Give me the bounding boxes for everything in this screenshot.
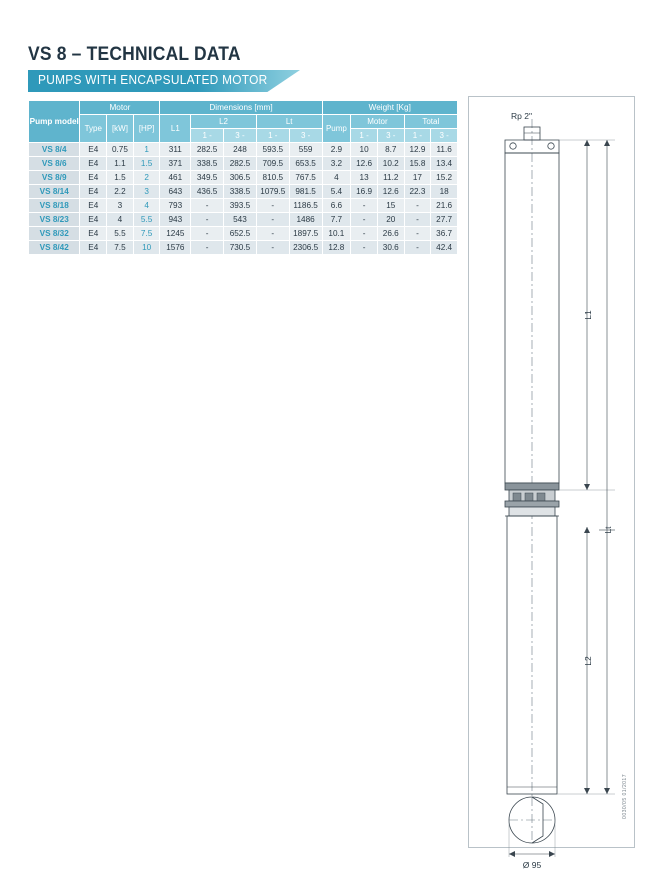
column-header-kw: [kW] xyxy=(107,115,134,143)
cell-lt-3: 1897.5 xyxy=(289,227,322,241)
cell-pump: 10.1 xyxy=(322,227,351,241)
drawing-code: 0030/05 01/2017 xyxy=(622,774,628,819)
cell-type: E4 xyxy=(80,227,107,241)
cell-lt-1: 593.5 xyxy=(256,143,289,157)
cell-lt-1: - xyxy=(256,199,289,213)
column-header-l2-phase3: 3 - xyxy=(224,129,257,143)
cell-lt-1: 1079.5 xyxy=(256,185,289,199)
cell-lt-1: 709.5 xyxy=(256,157,289,171)
column-header-lt-phase3: 3 - xyxy=(289,129,322,143)
cell-l1: 311 xyxy=(160,143,191,157)
cell-lt-3: 653.5 xyxy=(289,157,322,171)
cell-total-3: 36.7 xyxy=(431,227,458,241)
cell-pump: 3.2 xyxy=(322,157,351,171)
cell-model: VS 8/23 xyxy=(29,213,80,227)
cell-type: E4 xyxy=(80,171,107,185)
column-group-l2: L2 xyxy=(191,115,257,129)
cell-lt-1: - xyxy=(256,213,289,227)
table-row xyxy=(29,213,458,227)
column-group-dimensions: Dimensions [mm] xyxy=(160,101,322,115)
cell-l2-3: 248 xyxy=(224,143,257,157)
cell-kw: 2.2 xyxy=(107,185,134,199)
cell-l2-3: 338.5 xyxy=(224,185,257,199)
cell-l1: 371 xyxy=(160,157,191,171)
cell-pump: 7.7 xyxy=(322,213,351,227)
cell-lt-1: - xyxy=(256,227,289,241)
cell-hp: 2 xyxy=(133,171,160,185)
cell-l1: 643 xyxy=(160,185,191,199)
cell-pump: 5.4 xyxy=(322,185,351,199)
cell-motor-1: - xyxy=(351,199,378,213)
column-header-motor-phase3: 3 - xyxy=(377,129,404,143)
cell-total-3: 18 xyxy=(431,185,458,199)
column-header-l2-phase1: 1 - xyxy=(191,129,224,143)
cell-l2-1: - xyxy=(191,241,224,255)
cell-total-1: 17 xyxy=(404,171,431,185)
cell-type: E4 xyxy=(80,185,107,199)
cell-motor-1: 10 xyxy=(351,143,378,157)
cell-pump: 12.8 xyxy=(322,241,351,255)
cell-model: VS 8/6 xyxy=(29,157,80,171)
cell-l2-1: 282.5 xyxy=(191,143,224,157)
cell-type: E4 xyxy=(80,213,107,227)
label-dim-l1: L1 xyxy=(583,310,593,320)
cell-l1: 793 xyxy=(160,199,191,213)
cell-hp: 5.5 xyxy=(133,213,160,227)
cell-type: E4 xyxy=(80,241,107,255)
cell-model: VS 8/32 xyxy=(29,227,80,241)
cell-l1: 1245 xyxy=(160,227,191,241)
column-header-motor-phase1: 1 - xyxy=(351,129,378,143)
cell-total-3: 15.2 xyxy=(431,171,458,185)
column-header-hp: [HP] xyxy=(133,115,160,143)
cell-hp: 3 xyxy=(133,185,160,199)
cell-motor-3: 26.6 xyxy=(377,227,404,241)
cell-hp: 7.5 xyxy=(133,227,160,241)
cell-hp: 1.5 xyxy=(133,157,160,171)
label-dim-lt: Lt xyxy=(603,526,613,534)
label-diameter: Ø 95 xyxy=(522,860,542,870)
cell-l2-1: - xyxy=(191,199,224,213)
cell-total-1: - xyxy=(404,199,431,213)
page-title: VS 8 – TECHNICAL DATA xyxy=(28,44,241,65)
cell-motor-3: 12.6 xyxy=(377,185,404,199)
cell-motor-1: 13 xyxy=(351,171,378,185)
column-group-total-weight: Total xyxy=(404,115,457,129)
cell-motor-1: - xyxy=(351,241,378,255)
table-row xyxy=(29,227,458,241)
cell-total-3: 13.4 xyxy=(431,157,458,171)
cell-l1: 1576 xyxy=(160,241,191,255)
cell-l2-3: 730.5 xyxy=(224,241,257,255)
cell-lt-3: 767.5 xyxy=(289,171,322,185)
cell-motor-1: - xyxy=(351,227,378,241)
cell-lt-1: - xyxy=(256,241,289,255)
cell-motor-1: - xyxy=(351,213,378,227)
cell-lt-3: 1186.5 xyxy=(289,199,322,213)
cell-lt-3: 1486 xyxy=(289,213,322,227)
cell-kw: 1.1 xyxy=(107,157,134,171)
cell-kw: 1.5 xyxy=(107,171,134,185)
cell-l2-3: 543 xyxy=(224,213,257,227)
cell-l2-1: - xyxy=(191,227,224,241)
label-dim-l2: L2 xyxy=(583,656,593,666)
cell-motor-3: 10.2 xyxy=(377,157,404,171)
cell-total-1: - xyxy=(404,227,431,241)
cell-l1: 943 xyxy=(160,213,191,227)
cell-total-3: 21.6 xyxy=(431,199,458,213)
cell-lt-3: 981.5 xyxy=(289,185,322,199)
cell-l2-1: 338.5 xyxy=(191,157,224,171)
cell-l1: 461 xyxy=(160,171,191,185)
technical-data-table-wrapper xyxy=(28,100,458,255)
cell-total-3: 11.6 xyxy=(431,143,458,157)
table-head xyxy=(29,101,458,143)
cell-total-3: 27.7 xyxy=(431,213,458,227)
column-group-lt: Lt xyxy=(256,115,322,129)
cell-motor-3: 20 xyxy=(377,213,404,227)
cell-l2-3: 282.5 xyxy=(224,157,257,171)
cell-l2-1: 436.5 xyxy=(191,185,224,199)
head-bolt-left xyxy=(510,143,516,149)
cell-total-1: - xyxy=(404,213,431,227)
cell-total-1: 22.3 xyxy=(404,185,431,199)
column-header-pump-model: Pump model xyxy=(29,101,80,143)
cell-model: VS 8/4 xyxy=(29,143,80,157)
table-head-row-groups xyxy=(29,101,458,115)
column-header-total-phase3: 3 - xyxy=(431,129,458,143)
cell-lt-1: 810.5 xyxy=(256,171,289,185)
table-row xyxy=(29,171,458,185)
cell-hp: 10 xyxy=(133,241,160,255)
cell-kw: 5.5 xyxy=(107,227,134,241)
cell-motor-3: 8.7 xyxy=(377,143,404,157)
cell-model: VS 8/9 xyxy=(29,171,80,185)
cell-l2-1: 349.5 xyxy=(191,171,224,185)
cell-motor-1: 16.9 xyxy=(351,185,378,199)
head-bolt-right xyxy=(548,143,554,149)
cell-total-1: - xyxy=(404,241,431,255)
cell-motor-3: 11.2 xyxy=(377,171,404,185)
cell-pump: 6.6 xyxy=(322,199,351,213)
table-row xyxy=(29,157,458,171)
pump-dimension-drawing xyxy=(469,97,634,870)
cell-l2-1: - xyxy=(191,213,224,227)
cell-kw: 7.5 xyxy=(107,241,134,255)
cell-l2-3: 393.5 xyxy=(224,199,257,213)
cell-kw: 0.75 xyxy=(107,143,134,157)
cell-total-1: 12.9 xyxy=(404,143,431,157)
cell-total-3: 42.4 xyxy=(431,241,458,255)
column-group-motor-weight: Motor xyxy=(351,115,404,129)
cell-model: VS 8/14 xyxy=(29,185,80,199)
cell-l2-3: 306.5 xyxy=(224,171,257,185)
column-header-total-phase1: 1 - xyxy=(404,129,431,143)
cell-motor-3: 30.6 xyxy=(377,241,404,255)
cell-type: E4 xyxy=(80,199,107,213)
cell-pump: 2.9 xyxy=(322,143,351,157)
cell-kw: 3 xyxy=(107,199,134,213)
column-header-lt-phase1: 1 - xyxy=(256,129,289,143)
cell-model: VS 8/42 xyxy=(29,241,80,255)
cell-type: E4 xyxy=(80,157,107,171)
cell-motor-3: 15 xyxy=(377,199,404,213)
cell-type: E4 xyxy=(80,143,107,157)
table-row xyxy=(29,185,458,199)
cell-l2-3: 652.5 xyxy=(224,227,257,241)
cell-hp: 1 xyxy=(133,143,160,157)
technical-drawing-panel xyxy=(468,96,635,870)
column-group-weight: Weight [Kg] xyxy=(322,101,457,115)
cell-model: VS 8/18 xyxy=(29,199,80,213)
cell-pump: 4 xyxy=(322,171,351,185)
section-banner xyxy=(28,70,300,92)
column-header-l1: L1 xyxy=(160,115,191,143)
column-header-type: Type xyxy=(80,115,107,143)
table-row xyxy=(29,199,458,213)
table-row xyxy=(29,241,458,255)
cell-kw: 4 xyxy=(107,213,134,227)
column-group-motor: Motor xyxy=(80,101,160,115)
cell-lt-3: 2306.5 xyxy=(289,241,322,255)
motor-coupling xyxy=(505,483,559,516)
table-head-row-subgroups xyxy=(29,115,458,129)
section-banner-label: PUMPS WITH ENCAPSULATED MOTOR xyxy=(38,73,268,87)
table-body xyxy=(29,143,458,255)
column-header-pump-weight: Pump xyxy=(322,115,351,143)
cell-motor-1: 12.6 xyxy=(351,157,378,171)
technical-data-table xyxy=(28,100,458,255)
cell-hp: 4 xyxy=(133,199,160,213)
label-connection: Rp 2" xyxy=(511,111,532,121)
table-row xyxy=(29,143,458,157)
cell-total-1: 15.8 xyxy=(404,157,431,171)
cell-lt-3: 559 xyxy=(289,143,322,157)
